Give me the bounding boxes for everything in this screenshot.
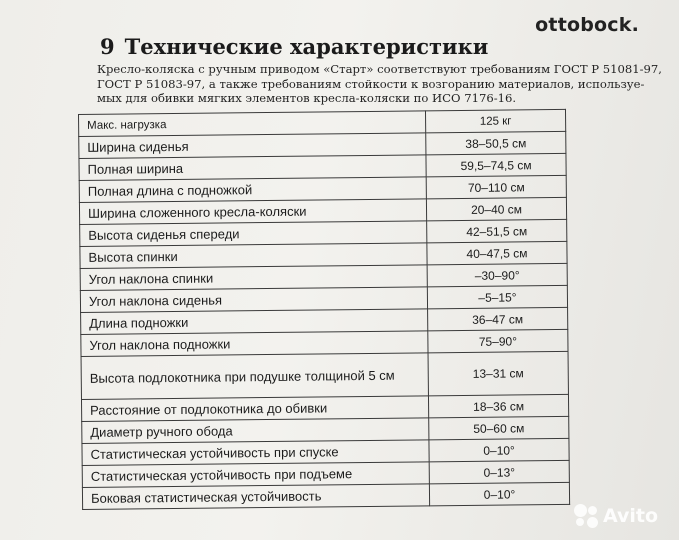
param-cell: Боковая статистическая устойчивость <box>82 484 429 510</box>
param-cell: Угол наклона подножки <box>81 331 428 357</box>
param-cell: Макс. нагрузка <box>79 111 426 137</box>
value-cell: 0–10° <box>429 438 569 461</box>
intro-paragraph <box>97 62 662 106</box>
param-cell: Статистическая устойчивость при спуске <box>82 440 429 466</box>
value-cell: 36–47 см <box>428 307 568 330</box>
section-number: 9 <box>100 34 115 59</box>
param-cell: Полная длина с подножкой <box>79 177 426 203</box>
intro-line: мых для обивки мягких элементов кресла-коляски по ИСО 7176-16. <box>97 91 517 105</box>
intro-line: Кресло-коляска с ручным приводом «Старт» соответствуют требованиям ГОСТ Р 51081-97, <box>97 62 662 76</box>
avito-watermark <box>574 503 658 529</box>
avito-watermark-text: Avito <box>603 505 659 527</box>
table-row <box>82 482 569 509</box>
param-cell: Высота подлокотника при подушке толщиной 5 см <box>81 353 428 400</box>
param-cell: Длина подножки <box>81 309 428 335</box>
param-cell: Диаметр ручного обода <box>82 418 429 444</box>
intro-line: ГОСТ Р 51083-97, а также требованиям стойкости к возгоранию материалов, используе- <box>97 76 645 91</box>
param-cell: Полная ширина <box>79 155 426 181</box>
value-cell: 18–36 см <box>428 394 568 417</box>
table-row <box>81 351 568 399</box>
section-title: Технические характеристики <box>124 34 489 59</box>
value-cell: 0–10° <box>429 482 569 505</box>
value-cell: 75–90° <box>428 329 568 352</box>
value-cell: –30–90° <box>427 263 567 286</box>
param-cell: Ширина сложенного кресла-коляски <box>79 199 426 225</box>
value-cell: 70–110 см <box>426 175 566 198</box>
value-cell: 40–47,5 см <box>427 241 567 264</box>
param-cell: Высота спинки <box>80 243 427 269</box>
param-cell: Расстояние от подлокотника до обивки <box>81 396 428 422</box>
param-cell: Угол наклона спинки <box>80 265 427 291</box>
value-cell: 0–13° <box>429 460 569 483</box>
value-cell: 42–51,5 см <box>427 219 567 242</box>
value-cell: 38–50,5 см <box>426 131 566 154</box>
avito-logo-icon <box>574 504 598 528</box>
param-cell: Высота сиденья спереди <box>80 221 427 247</box>
value-cell: –5–15° <box>427 285 567 308</box>
param-cell: Ширина сиденья <box>79 133 426 159</box>
value-cell: 13–31 см <box>428 351 568 395</box>
param-cell: Статистическая устойчивость при подъеме <box>82 462 429 488</box>
param-cell: Угол наклона сиденья <box>80 287 427 313</box>
spec-table <box>78 109 570 510</box>
value-cell: 59,5–74,5 см <box>426 153 566 176</box>
value-cell: 50–60 см <box>429 416 569 439</box>
value-cell: 125 кг <box>425 109 565 132</box>
brand-logo: ottobock. <box>535 14 639 36</box>
value-cell: 20–40 см <box>426 197 566 220</box>
section-heading <box>100 34 488 59</box>
